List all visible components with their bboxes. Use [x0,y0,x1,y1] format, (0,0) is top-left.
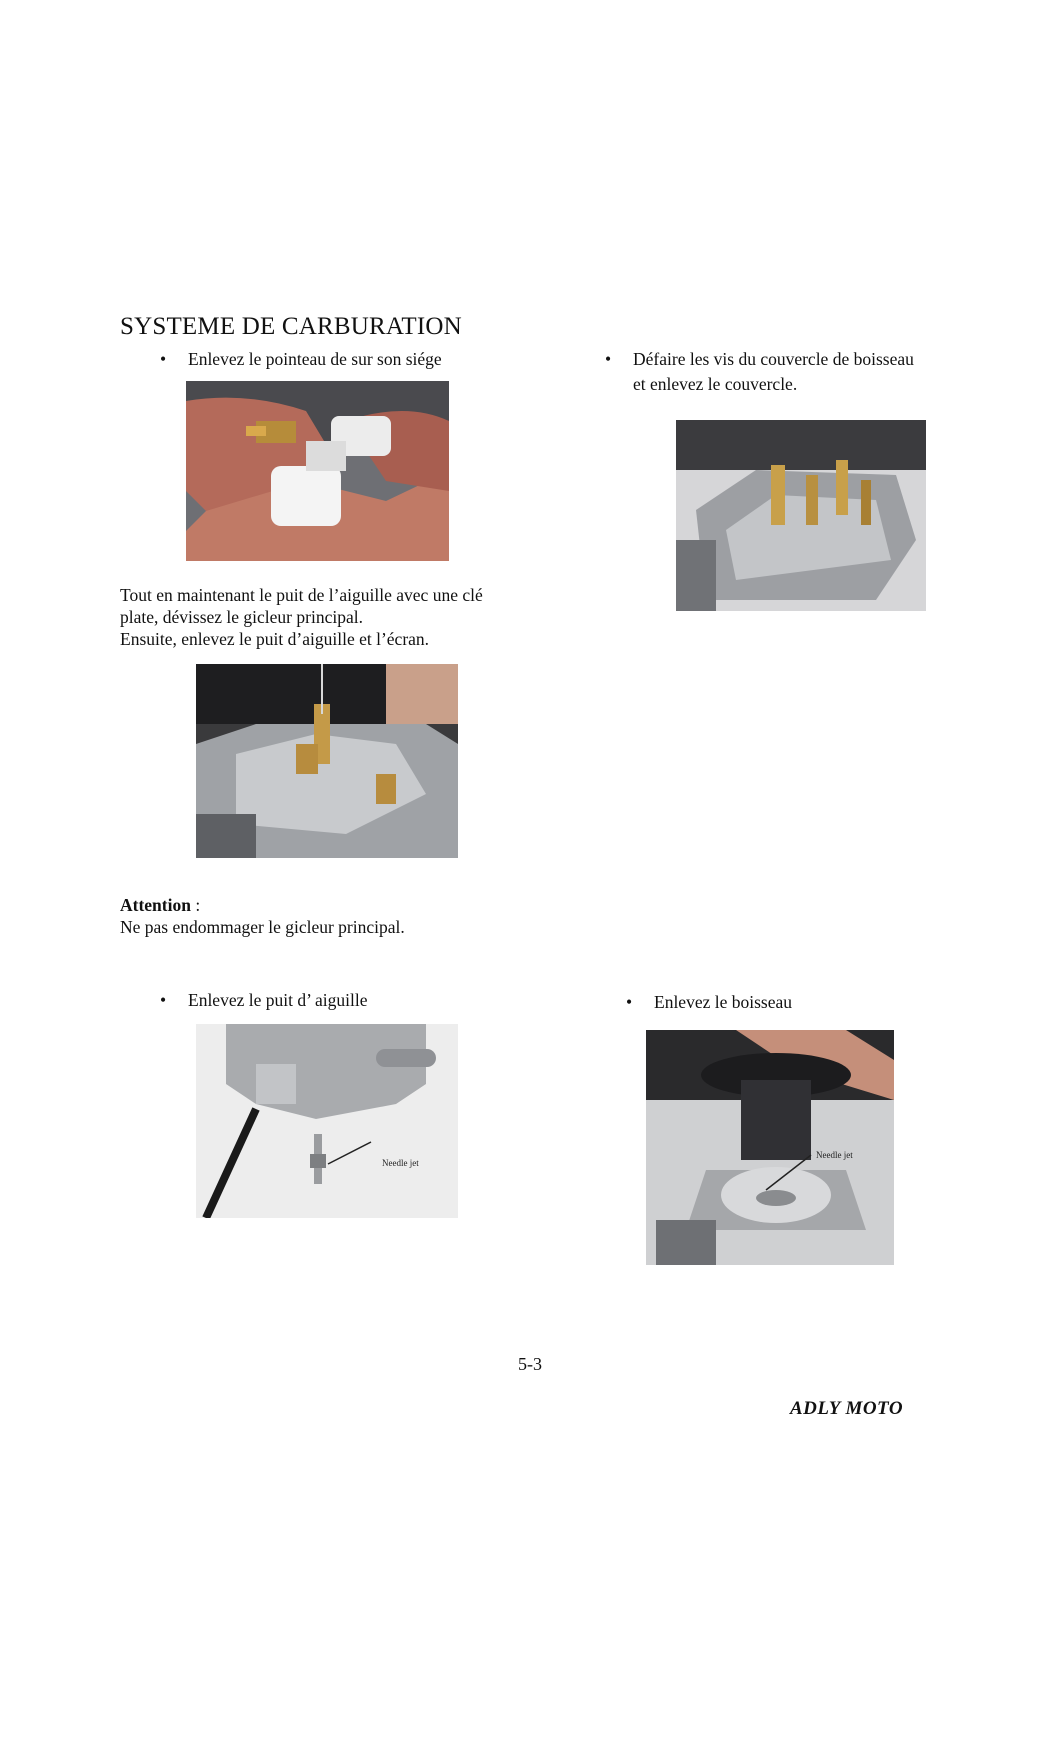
photo-float-chamber-cover [676,420,926,611]
step-4-bullet [160,990,367,1011]
attention-text: Ne pas endommager le gicleur principal. [120,917,405,937]
step-4-text: Enlevez le puit d’ aiguille [188,990,368,1010]
step-3-line-1: Défaire les vis du couvercle de boisseau [633,349,914,369]
step-3-line-2: et enlevez le couvercle. [633,374,798,394]
step-5-text: Enlevez le boisseau [654,992,793,1012]
photo-throttle-slide [646,1030,894,1265]
bullet-icon: • [160,349,167,369]
step-5-bullet [626,992,792,1013]
brand-footer: ADLY MOTO [790,1398,904,1419]
needle-jet-label-b: Needle jet [816,1150,853,1160]
step-1-bullet [160,349,442,370]
page-number: 5-3 [518,1354,542,1374]
step-2-line-3: Ensuite, enlevez le puit d’aiguille et l’écran. [120,629,430,649]
attention-separator: : [190,895,201,915]
needle-jet-label-a: Needle jet [382,1158,419,1168]
photo-needle-jet-removal [196,1024,458,1218]
step-2-line-2: plate, dévissez le gicleur principal. [120,607,363,627]
step-2-line-1: Tout en maintenant le puit de l’aiguille avec une clé [120,585,483,605]
step-1-text: Enlevez le pointeau de sur son siége [188,349,442,369]
photo-main-jet [196,664,458,858]
bullet-icon: • [626,992,633,1012]
attention-label: Attention [120,895,191,915]
step-3-bullet [605,349,914,370]
bullet-icon: • [160,990,167,1010]
attention-note [120,894,405,938]
photo-float-needle [186,381,449,561]
section-title: SYSTEME DE CARBURATION [120,313,462,340]
bullet-icon: • [605,349,612,369]
step-2-paragraph [120,584,483,650]
